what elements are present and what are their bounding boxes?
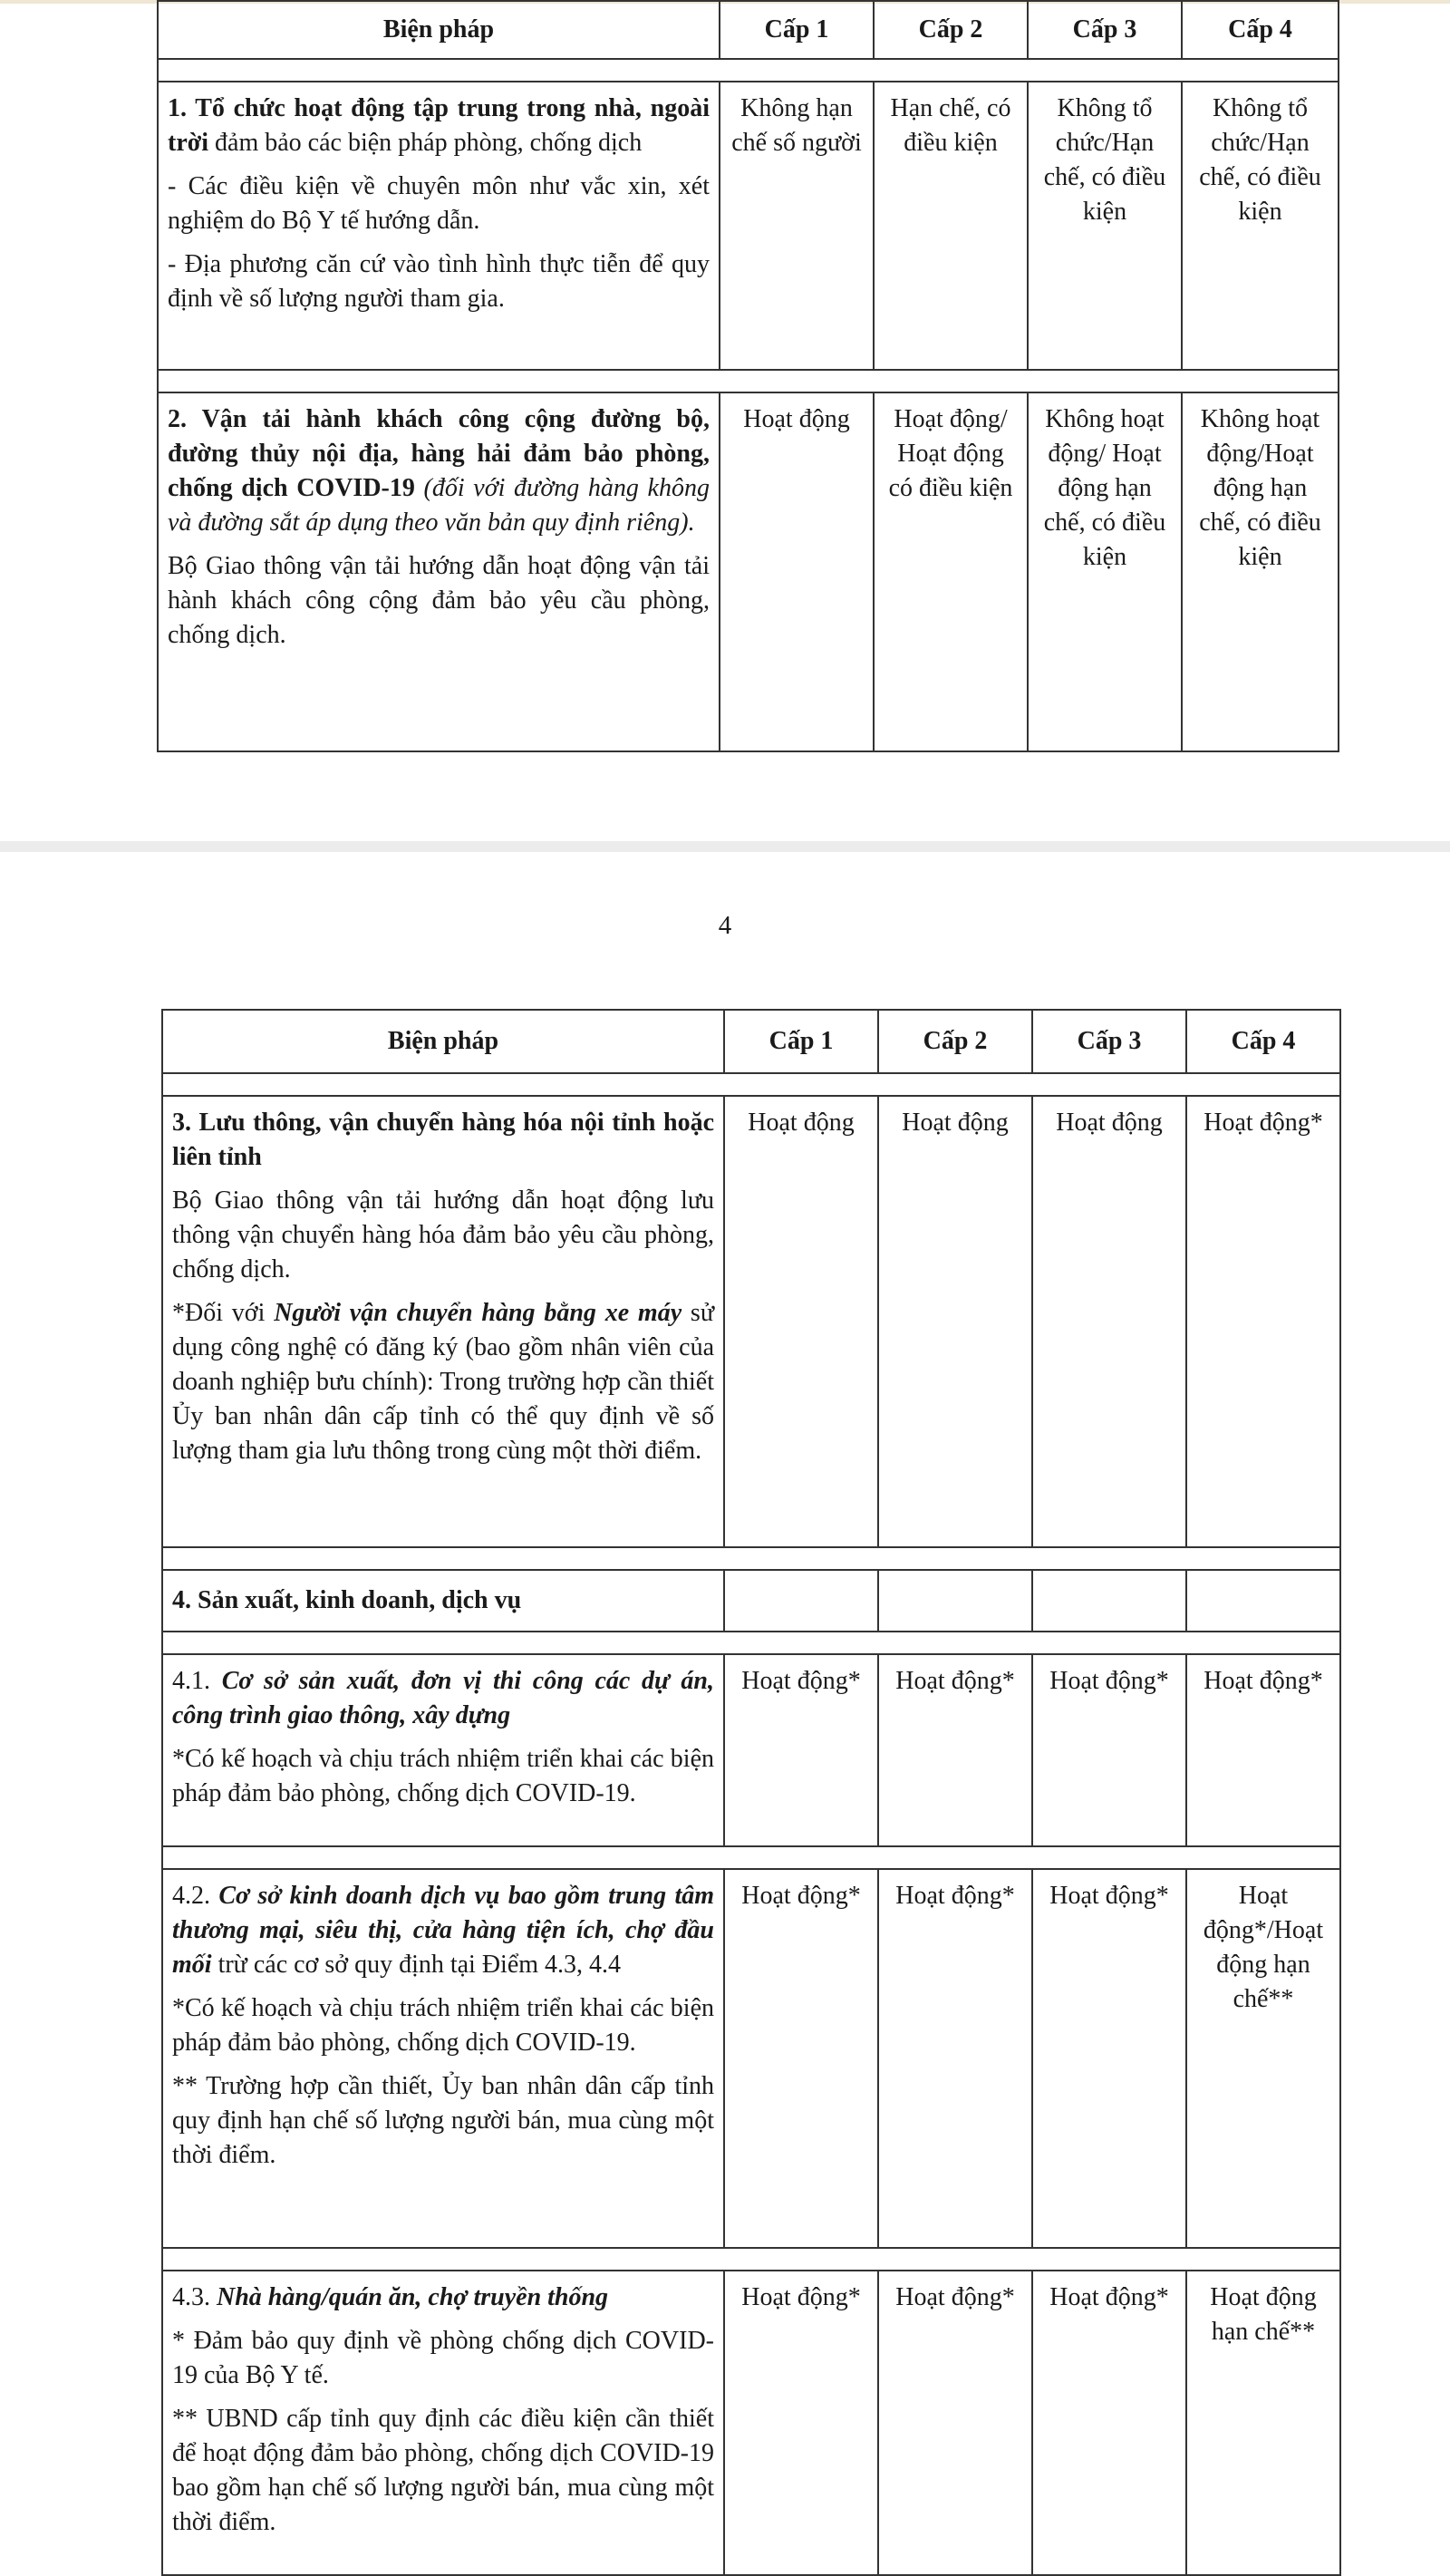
header-level-2: Cấp 2: [874, 1, 1028, 59]
level-2-value: Hạn chế, có điều kiện: [874, 82, 1028, 370]
table-row: [158, 82, 1339, 370]
table-row: [158, 392, 1339, 751]
table-row: [162, 2271, 1340, 2575]
measures-table-page4: [161, 1009, 1341, 2576]
header-measure: Biện pháp: [158, 1, 720, 59]
table-row: [162, 1869, 1340, 2248]
table-row: [162, 1570, 1340, 1632]
section-title: 4. Sản xuất, kinh doanh, dịch vụ: [162, 1570, 724, 1632]
level-4-value: Hoạt động hạn chế**: [1186, 2271, 1340, 2575]
measure-cell: 2. Vận tải hành khách công cộng đường bộ, đường thủy nội địa, hàng hải đảm bảo phòng, chống dịch COVID-19 (đối với đường hàng không và đường sắt áp dụng theo văn bản quy định riêng). Bộ Giao thông vận tải hướng dẫn hoạt động vận tải hành khách công cộng đảm bảo yêu cầu phòng, chống dịch.: [158, 392, 720, 751]
measures-table-page3: [157, 0, 1339, 752]
level-1-value: Hoạt động*: [724, 1654, 878, 1846]
level-1-value: Hoạt động: [724, 1096, 878, 1547]
measure-cell: 1. Tổ chức hoạt động tập trung trong nhà, ngoài trời đảm bảo các biện pháp phòng, chống dịch - Các điều kiện về chuyên môn như vắc xin, xét nghiệm do Bộ Y tế hướng dẫn. - Địa phương căn cứ vào tình hình thực tiễn để quy định về số lượng người tham gia.: [158, 82, 720, 370]
table-row: [162, 1096, 1340, 1547]
level-3-value: Hoạt động*: [1032, 1869, 1186, 2248]
level-2-value: Hoạt động: [878, 1096, 1032, 1547]
header-level-3: Cấp 3: [1028, 1, 1182, 59]
page-number: 4: [718, 911, 732, 940]
header-level-3: Cấp 3: [1032, 1010, 1186, 1073]
level-1-value: Hoạt động*: [724, 2271, 878, 2575]
level-1-value: Không hạn chế số người: [720, 82, 874, 370]
level-4-value: Hoạt động*: [1186, 1096, 1340, 1547]
level-1-value: Hoạt động*: [724, 1869, 878, 2248]
measure-cell: 4.1. Cơ sở sản xuất, đơn vị thi công các dự án, công trình giao thông, xây dựng *Có kế hoạch và chịu trách nhiệm triển khai các biện pháp đảm bảo phòng, chống dịch COVID-19.: [162, 1654, 724, 1846]
level-2-value: Hoạt động*: [878, 2271, 1032, 2575]
measure-cell: 3. Lưu thông, vận chuyển hàng hóa nội tỉnh hoặc liên tỉnh Bộ Giao thông vận tải hướng dẫn hoạt động lưu thông vận chuyển hàng hóa đảm bảo yêu cầu phòng, chống dịch. *Đối với Người vận chuyển hàng bằng xe máy sử dụng công nghệ có đăng ký (bao gồm nhân viên của doanh nghiệp bưu chính): Trong trường hợp cần thiết Ủy ban nhân dân cấp tỉnh có thể quy định về số lượng tham gia lưu thông trong cùng một thời điểm.: [162, 1096, 724, 1547]
level-2-value: Hoạt động*: [878, 1654, 1032, 1846]
level-2-value: Hoạt động*: [878, 1869, 1032, 2248]
header-level-1: Cấp 1: [724, 1010, 878, 1073]
measure-cell: 4.3. Nhà hàng/quán ăn, chợ truyền thống * Đảm bảo quy định về phòng chống dịch COVID-19 của Bộ Y tế. ** UBND cấp tỉnh quy định các điều kiện cần thiết để hoạt động đảm bảo phòng, chống dịch COVID-19 bao gồm hạn chế số lượng người bán, mua cùng một thời điểm.: [162, 2271, 724, 2575]
table-row: [162, 1654, 1340, 1846]
level-1-value: Hoạt động: [720, 392, 874, 751]
table-header: [162, 1010, 1340, 1073]
level-2-value: Hoạt động/ Hoạt động có điều kiện: [874, 392, 1028, 751]
header-measure: Biện pháp: [162, 1010, 724, 1073]
level-3-value: Hoạt động*: [1032, 2271, 1186, 2575]
page-separator: [0, 841, 1450, 852]
level-3-value: Hoạt động: [1032, 1096, 1186, 1547]
level-3-value: Hoạt động*: [1032, 1654, 1186, 1846]
header-level-4: Cấp 4: [1186, 1010, 1340, 1073]
level-4-value: Không hoạt động/Hoạt động hạn chế, có điều kiện: [1182, 392, 1339, 751]
header-level-4: Cấp 4: [1182, 1, 1339, 59]
level-3-value: Không tổ chức/Hạn chế, có điều kiện: [1028, 82, 1182, 370]
table-header: [158, 1, 1339, 59]
measure-cell: 4.2. Cơ sở kinh doanh dịch vụ bao gồm trung tâm thương mại, siêu thị, cửa hàng tiện ích, chợ đầu mối trừ các cơ sở quy định tại Điểm 4.3, 4.4 *Có kế hoạch và chịu trách nhiệm triển khai các biện pháp đảm bảo phòng, chống dịch COVID-19. ** Trường hợp cần thiết, Ủy ban nhân dân cấp tỉnh quy định hạn chế số lượng người bán, mua cùng một thời điểm.: [162, 1869, 724, 2248]
header-level-1: Cấp 1: [720, 1, 874, 59]
level-4-value: Hoạt động*: [1186, 1654, 1340, 1846]
level-4-value: Hoạt động*/Hoạt động hạn chế**: [1186, 1869, 1340, 2248]
level-4-value: Không tổ chức/Hạn chế, có điều kiện: [1182, 82, 1339, 370]
header-level-2: Cấp 2: [878, 1010, 1032, 1073]
level-3-value: Không hoạt động/ Hoạt động hạn chế, có điều kiện: [1028, 392, 1182, 751]
